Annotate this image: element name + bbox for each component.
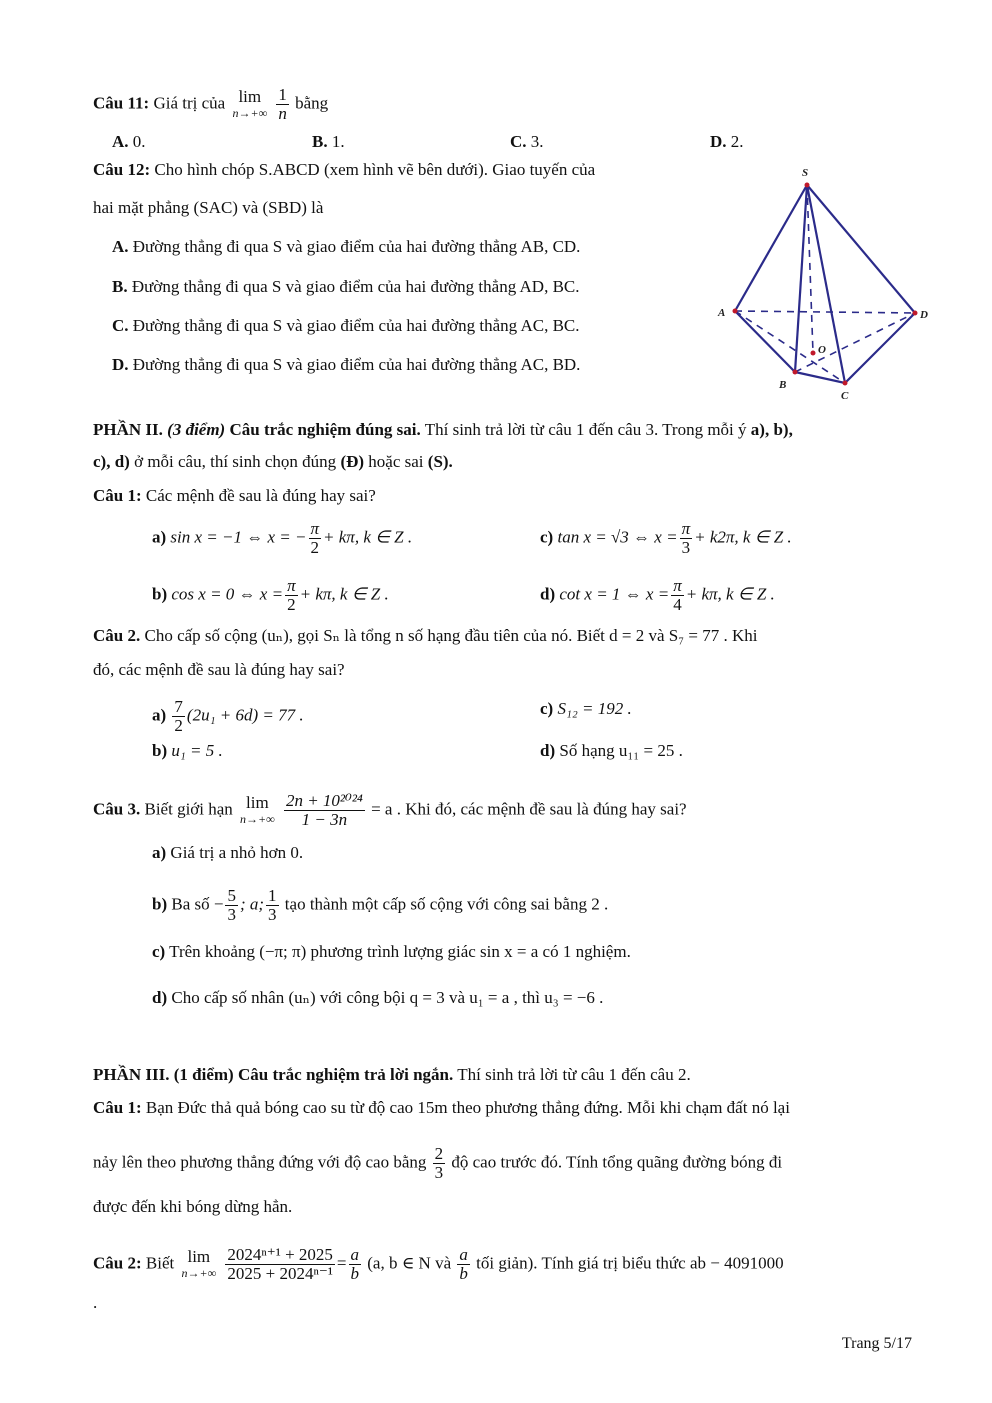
q11-stem	[93, 86, 328, 123]
q12-stem-line1: Câu 12: Cho hình chóp S.ABCD (xem hình vẽ bên dưới). Giao tuyến của	[93, 160, 596, 179]
p2q2-item-c: c) S₁₂ = 192 .	[540, 699, 632, 718]
p2q2-item-a: a) $\frac{7}{2}$ (2u₁ + 6d) = 77 .	[152, 697, 304, 735]
label-a: A	[718, 307, 726, 319]
p2q1-item-b: b) cos x = 0 ⇔ x = $\frac{\pi}{2}$ + kπ, k ∈ Z .	[152, 576, 389, 614]
q11-option-d: D. 2.	[710, 132, 744, 151]
q11-text: Giá trị của	[153, 93, 226, 113]
q11-limit: lim n→+∞	[232, 86, 268, 120]
edge-sa	[735, 185, 807, 311]
p3q1-line1: Câu 1: Bạn Đức thả quả bóng cao su từ độ cao 15m theo phương thẳng đứng. Mỗi khi chạm đất nó lại	[93, 1098, 790, 1117]
p2q1-item-a: a) sin x = −1 ⇔ x = − $\frac{\pi}{2}$ + kπ, k ∈ Z .	[152, 519, 413, 557]
q12-option-b: B. Đường thẳng đi qua S và giao điểm của hai đường thẳng AD, BC.	[112, 277, 580, 296]
edge-sd	[807, 185, 915, 313]
p2q3-item-d: d) Cho cấp số nhân (uₙ) với công bội q = 3 và u₁ = a , thì u₃ = −6 .	[152, 988, 604, 1007]
p3q2-stem: Câu 2: Biết lim n→+∞ $\frac{\text{2024ⁿ⁺¹ + 2025}}{\text{2025 + 2024ⁿ⁻¹}}$ = $\frac{a}{b}$ (a, b ∈ N và $\frac{a}{b}$ tối giản). Tính giá trị biểu thức ab − 4091000	[93, 1245, 784, 1283]
p3q2-trailing-dot: .	[93, 1293, 98, 1312]
point-o	[811, 351, 816, 356]
p2q1-item-d: d) cot x = 1 ⇔ x = $\frac{\pi}{4}$ + kπ, k ∈ Z .	[540, 576, 775, 614]
point-d	[913, 311, 918, 316]
p2q1-stem: Câu 1: Các mệnh đề sau là đúng hay sai?	[93, 486, 376, 505]
point-b	[793, 370, 798, 375]
p3q1-line2: nảy lên theo phương thẳng đứng với độ cao bằng $\frac{2}{3}$ độ cao trước đó. Tính tổng quãng đường bóng đi	[93, 1144, 783, 1182]
p2q2-item-b: b) u₁ = 5 .	[152, 741, 223, 760]
edge-ab	[735, 311, 795, 372]
part3-heading: PHẦN III. (1 điểm) Câu trắc nghiệm trả lời ngắn. Thí sinh trả lời từ câu 1 đến câu 2.	[93, 1065, 691, 1084]
point-s	[805, 183, 810, 188]
p2q2-item-d: d) Số hạng u₁₁ = 25 .	[540, 741, 683, 760]
point-a	[733, 309, 738, 314]
q12-option-d: D. Đường thẳng đi qua S và giao điểm của hai đường thẳng AC, BD.	[112, 355, 581, 374]
q11-label: Câu 11:	[93, 93, 150, 113]
p2q3-item-c: c) Trên khoảng (−π; π) phương trình lượng giác sin x = a có 1 nghiệm.	[152, 942, 631, 961]
label-s: S	[802, 167, 809, 179]
q12-label: Câu 12:	[93, 160, 151, 179]
q11-option-a: A. 0.	[112, 132, 146, 151]
edge-cd	[845, 313, 915, 383]
p2q1-item-c: c) tan x = √3 ⇔ x = $\frac{\pi}{3}$ + k2π, k ∈ Z .	[540, 519, 792, 557]
edge-ad-hidden	[735, 311, 915, 313]
p2q2-stem-line2: đó, các mệnh đề sau là đúng hay sai?	[93, 660, 345, 679]
label-c: C	[841, 390, 849, 402]
q12-option-c: C. Đường thẳng đi qua S và giao điểm của hai đường thẳng AC, BC.	[112, 316, 580, 335]
diagonal-ac-hidden	[735, 311, 845, 383]
q11-text-after: bằng	[295, 93, 329, 113]
label-b: B	[779, 379, 787, 391]
page-number: Trang 5/17	[841, 1335, 912, 1352]
edge-sb	[795, 185, 807, 372]
q11-fraction: $\frac{1}{n}$	[278, 85, 287, 123]
label-d: D	[920, 309, 928, 321]
part2-heading-line2: c), d) ở mỗi câu, thí sinh chọn đúng (Đ) hoặc sai (S).	[93, 452, 453, 471]
p2q3-item-a: a) Giá trị a nhỏ hơn 0.	[152, 843, 304, 862]
part2-heading-line1: PHẦN II. (3 điểm) Câu trắc nghiệm đúng sai. Thí sinh trả lời từ câu 1 đến câu 3. Trong mỗi ý a), b),	[93, 420, 793, 439]
q12-option-a: A. Đường thẳng đi qua S và giao điểm của hai đường thẳng AB, CD.	[112, 237, 581, 256]
p2q2-stem-line1: Câu 2. Cho cấp số cộng (uₙ), gọi Sₙ là tổng n số hạng đầu tiên của nó. Biết d = 2 và S₇ = 77 . Khi	[93, 626, 758, 645]
p3q1-line3: được đến khi bóng dừng hẳn.	[93, 1197, 293, 1216]
p2q3-item-b: b) Ba số − $\frac{5}{3}$ ; a; $\frac{1}{3}$ tạo thành một cấp số cộng với công sai bằng 2 .	[152, 886, 609, 924]
point-c	[843, 381, 848, 386]
q11-option-c: C. 3.	[510, 132, 544, 151]
label-o: O	[818, 344, 826, 356]
p2q3-stem: Câu 3. Biết giới hạn lim n→+∞ $\frac{\text{2n + 10²⁰²⁴}}{1 - 3n}$ = a . Khi đó, các mệnh đề sau là đúng hay sai?	[93, 791, 687, 829]
pyramid-figure	[710, 165, 935, 405]
q11-option-b: B. 1.	[312, 132, 345, 151]
q12-stem-line2: hai mặt phẳng (SAC) và (SBD) là	[93, 198, 324, 217]
